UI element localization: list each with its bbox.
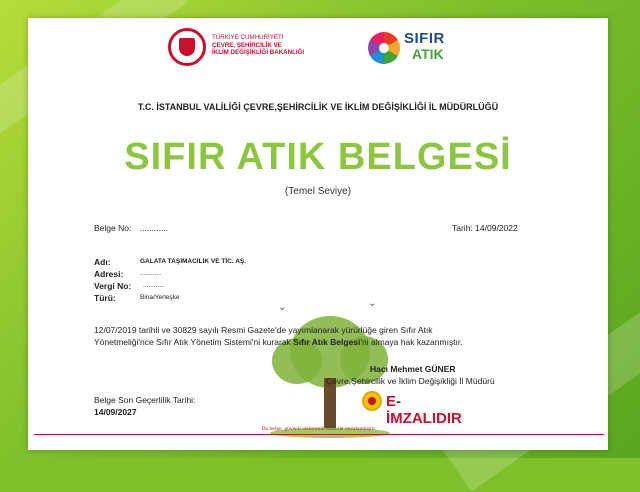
body-line-2: Yönetmeliği'nce Sıfır Atık Yönetim Sistemi'ni kurarak Sıfır Atık Belgesi'ni almaya hak kazanmıştır.	[94, 337, 463, 347]
certificate-level: (Temel Seviye)	[284, 186, 352, 197]
company-name-label: Adı:	[94, 257, 111, 267]
company-taxno-label: Vergi No:	[94, 281, 132, 291]
body-line-1: 12/07/2019 tarihli ve 30829 sayılı Resmi Gazete'de yayımlanarak yürürlüğe giren Sıfır Atık	[94, 325, 433, 335]
company-type-label: Türü:	[94, 293, 116, 303]
ministry-seal-icon	[168, 28, 206, 66]
pinwheel-icon	[368, 32, 400, 64]
company-type-value: Bina/Yerleşke	[140, 294, 180, 301]
certificate-title: SIFIR ATIK BELGESİ	[124, 136, 512, 178]
sifir-atik-logo	[368, 28, 468, 76]
footer-divider	[34, 434, 604, 435]
rosette-icon	[362, 391, 382, 411]
e-signature-stamp	[362, 389, 472, 427]
company-taxno-value: ............	[143, 282, 165, 289]
company-name-value: GALATA TAŞIMACILIK VE TİC. AŞ.	[140, 258, 247, 265]
footer-note: Bu belge, güvenli elektronik imza ile imzalanmıştır.	[261, 426, 377, 432]
ministry-name: TÜRKİYE CUMHURİYETİ ÇEVRE, ŞEHİRCİLİK VE İKLİM DEĞİŞİKLİĞİ BAKANLIĞI	[212, 34, 305, 56]
ministry-logo	[168, 28, 328, 76]
bird-icon: ⌄	[278, 302, 287, 313]
signatory-role: Çevre,Şehircilik ve İklim Değişikliği İl Müdürü	[326, 376, 495, 386]
brand-atik: ATIK	[412, 46, 444, 62]
e-signature-label: E-İMZALIDIR	[386, 393, 462, 427]
brand-sifir: SIFIR	[404, 30, 445, 47]
validity-date: 14/09/2027	[94, 407, 137, 417]
company-address-value: ............	[140, 270, 162, 277]
certificate-number: Belge No: ............	[94, 223, 169, 233]
certificate-date: Tarih: 14/09/2022	[452, 223, 518, 233]
bird-icon: ⌄	[368, 298, 377, 309]
validity-label: Belge Son Geçerlilik Tarihi:	[94, 395, 196, 405]
signatory-name: Hacı Mehmet GÜNER	[370, 364, 456, 374]
company-address-label: Adresi:	[94, 269, 124, 279]
issuer-header: T.C. İSTANBUL VALİLİĞİ ÇEVRE,ŞEHİRCİLİK VE İKLİM DEĞİŞİKLİĞİ İL MÜDÜRLÜĞÜ	[137, 102, 499, 112]
